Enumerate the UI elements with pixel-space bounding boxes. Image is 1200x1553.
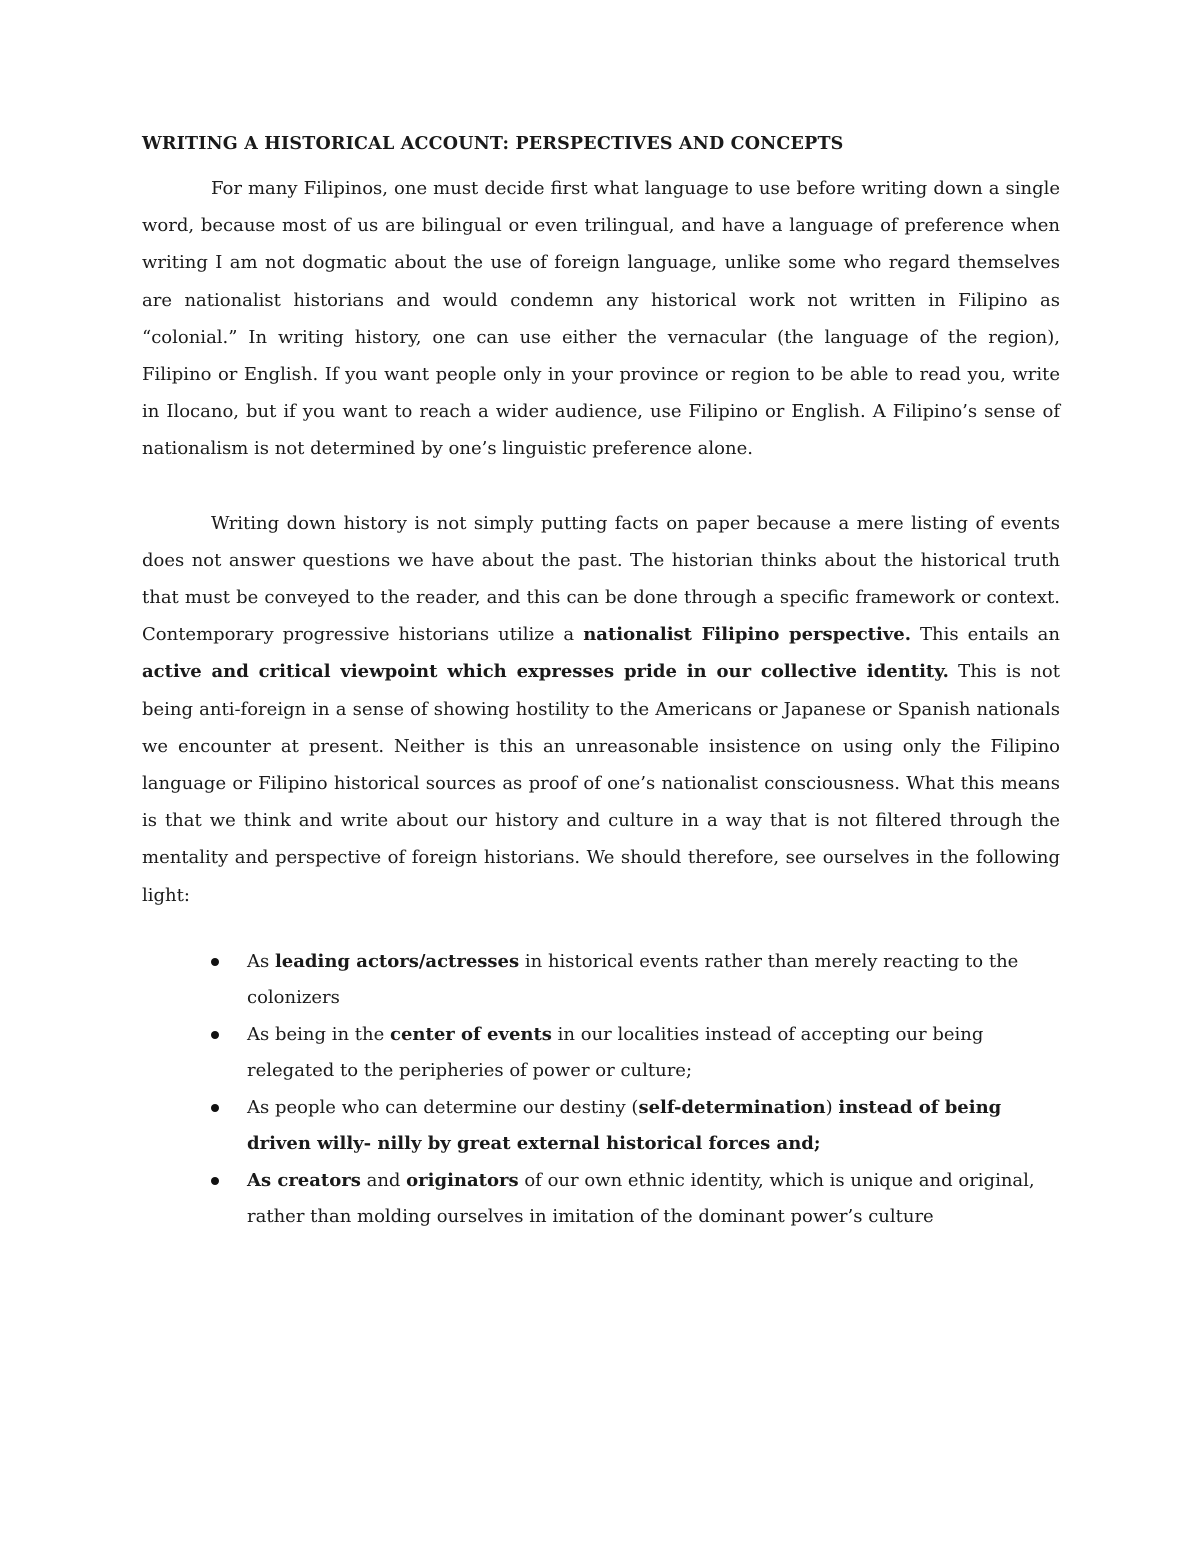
- bullet-1-bold: leading actors/actresses: [274, 950, 520, 972]
- bullet-3-bold-1: self-determination: [638, 1096, 826, 1118]
- bullet-3-bold-2: instead of being driven willy- nilly by great external historical forces and;: [247, 1096, 1002, 1155]
- bullet-3-text-a: As people who can determine our destiny (: [247, 1096, 639, 1118]
- para2-text-2: This entails an: [910, 624, 1061, 646]
- bullet-4-bold-2: originators: [406, 1169, 519, 1191]
- bullet-2-text-a: As being in the: [247, 1023, 390, 1045]
- bullet-icon: [211, 958, 219, 966]
- bullet-2-bold: center of events: [390, 1023, 552, 1045]
- bullet-list: [142, 944, 1060, 1236]
- list-item: [142, 944, 1060, 1017]
- bullet-2-text-c: in our localities instead of accepting our being relegated to the peripheries of power or culture;: [247, 1023, 984, 1082]
- bullet-3-text-c: ): [825, 1096, 839, 1118]
- bullet-4-bold-1: As creators: [247, 1169, 361, 1191]
- paragraph-perspective: [142, 505, 1060, 914]
- bullet-icon: [211, 1177, 219, 1185]
- document-title: WRITING A HISTORICAL ACCOUNT: PERSPECTIVES AND CONCEPTS: [142, 134, 844, 154]
- bullet-4-text-d: of our own ethnic identity, which is unique and original, rather than molding ourselves in imitation of the dominant power’s culture: [247, 1169, 1035, 1228]
- bullet-icon: [211, 1104, 219, 1112]
- para2-text-1: Writing down history is not simply putting facts on paper because a mere listing of events does not answer questions we have about the past. The historian thinks about the historical truth that must be conveyed to the reader, and this can be done through a specific framework or context. Contemporary progressive historians utilize a: [142, 512, 1060, 646]
- list-item: [142, 1017, 1060, 1090]
- bullet-icon: [211, 1031, 219, 1039]
- paragraph-language: For many Filipinos, one must decide first what language to use before writing down a single word, because most of us are bilingual or even trilingual, and have a language of preference when writing I am not dogmatic about the use of foreign language, unlike some who regard themselves are nationalist historians and would condemn any historical work not written in Filipino as “colonial.” In writing history, one can use either the vernacular (the language of the region), Filipino or English. If you want people only in your province or region to be able to read you, write in Ilocano, but if you want to reach a wider audience, use Filipino or English. A Filipino’s sense of nationalism is not determined by one’s linguistic preference alone.: [142, 178, 1060, 460]
- list-item: [142, 1090, 1060, 1163]
- bullet-1-text-a: As: [247, 950, 275, 972]
- list-item: [142, 1163, 1060, 1236]
- bullet-4-text-b: and: [360, 1169, 407, 1191]
- para2-bold-1: nationalist Filipino perspective.: [583, 624, 911, 646]
- bullet-1-text-c: in historical events rather than merely reacting to the colonizers: [247, 950, 1019, 1009]
- document-page: [142, 130, 1060, 1236]
- para2-text-3: This is not being anti-foreign in a sense of showing hostility to the Americans or Japanese or Spanish nationals we encounter at present. Neither is this an unreasonable insistence on using only the Filipino language or Filipino historical sources as proof of one’s nationalist consciousness. What this means is that we think and write about our history and culture in a way that is not filtered through the mentality and perspective of foreign historians. We should therefore, see ourselves in the following light:: [142, 661, 1060, 906]
- para2-bold-2: active and critical viewpoint which expresses pride in our collective identity.: [142, 661, 949, 683]
